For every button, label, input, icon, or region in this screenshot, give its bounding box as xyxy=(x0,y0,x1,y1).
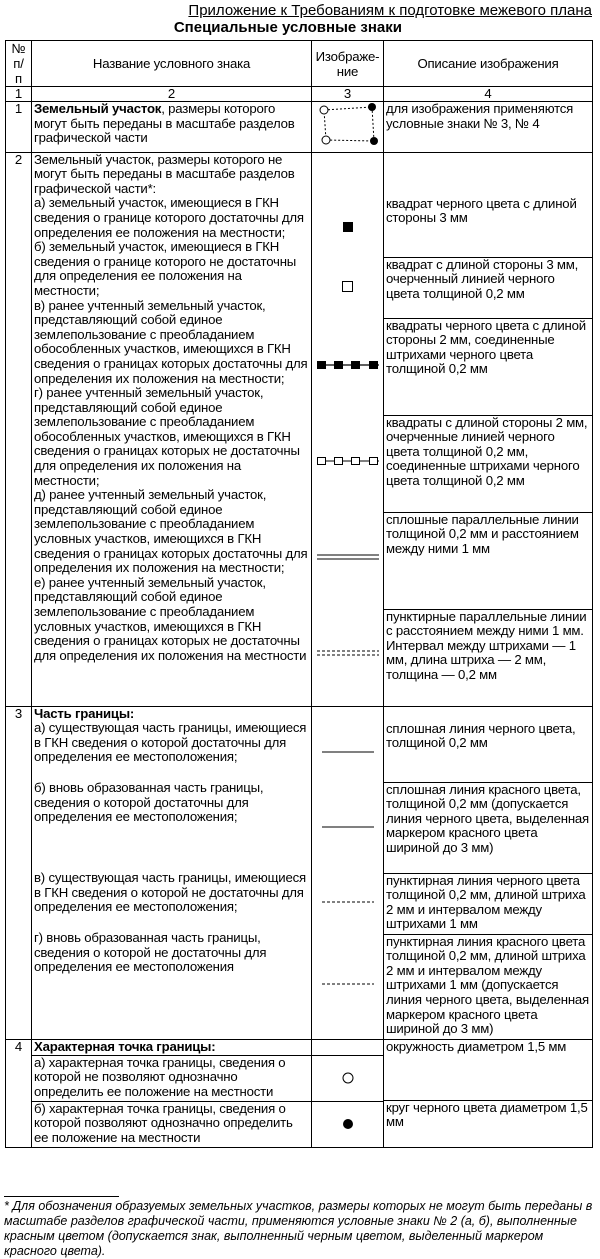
col-image-header: Изображе-ние xyxy=(312,41,384,87)
row-name-bold: Земельный участок xyxy=(34,101,162,116)
land-plot-symbol xyxy=(316,102,380,148)
row-number: 1 xyxy=(6,102,32,153)
desc-2e: сплошные параллельные линии толщиной 0,2 мм и расстоянием между ними 1 мм xyxy=(384,512,592,609)
row-intro: Земельный участок, размеры которого не могут быть переданы в масштабе разделов графической части*: xyxy=(34,151,295,196)
filled-circle-icon xyxy=(342,1118,354,1130)
solid-line-icon xyxy=(322,750,374,754)
dashed-red-line-icon xyxy=(322,982,374,986)
row-image xyxy=(312,102,384,153)
footnote-rule xyxy=(4,1196,119,1197)
row-name xyxy=(32,102,312,153)
colnum-4: 4 xyxy=(384,87,593,102)
row-number: 2 xyxy=(6,152,32,706)
header-appendix: Приложение к Требованиям к подготовке межевого плана xyxy=(188,2,592,19)
header-title: Специальные условные знаки xyxy=(173,19,402,36)
item-2d: г) ранее учтенный земельный участок, представляющий собой единое землепользование с преобладанием обособленных участков, имеющихся в ГКН сведения о границах которых не достаточны для определения их положения на местности; xyxy=(34,385,300,488)
row-number: 3 xyxy=(6,706,32,1039)
solid-red-line-icon xyxy=(322,825,374,829)
solid-double-line-icon xyxy=(317,553,379,561)
table-row xyxy=(6,152,593,706)
item-2e: д) ранее учтенный земельный участок, представляющий собой единое землепользование с преобладанием условных участков, имеющихся в ГКН сведения о границах которых достаточны для определения их положения на местности; xyxy=(34,487,308,576)
row-image xyxy=(312,706,384,1039)
table-header-row xyxy=(6,41,593,87)
item-3c: в) существующая часть границы, имеющиеся в ГКН сведения о которой не достаточны для определения ее местоположения; xyxy=(34,870,306,915)
open-circle-icon xyxy=(342,1072,354,1084)
item-4a: а) характерная точка границы, сведения о которой не позволяют однозначно определить ее положение на местности xyxy=(32,1056,311,1102)
row-description xyxy=(384,152,593,706)
desc-3a: сплошная линия черного цвета, толщиной 0,2 мм xyxy=(386,720,576,751)
desc-3c: пунктирная линия черного цвета толщиной 0,2 мм, длиной штриха 2 мм и интервалом между штрихами 1 мм xyxy=(384,873,592,934)
row-description xyxy=(384,706,593,1039)
row-description: для изображения применяются условные знаки № 3, № 4 xyxy=(384,102,593,153)
desc-2a: квадрат черного цвета с длиной стороны 3 мм xyxy=(386,195,577,226)
open-point-icon xyxy=(320,106,328,114)
dashed-line-icon xyxy=(322,900,374,904)
column-number-row xyxy=(6,87,593,102)
row-title: Часть границы: xyxy=(34,705,135,721)
item-2f: е) ранее учтенный земельный участок, представляющий собой единое землепользование с преобладанием условных участков, имеющихся в ГКН сведения о границах которых не достаточны для определения их положения на местности xyxy=(34,574,307,663)
item-2a: а) земельный участок, имеющиеся в ГКН сведения о границе которого достаточны для определения ее положения на местности; xyxy=(34,195,304,240)
colnum-3: 3 xyxy=(312,87,384,102)
symbols-table xyxy=(5,40,593,1148)
row-title: Характерная точка границы: xyxy=(34,1038,216,1054)
col-desc-header: Описание изображения xyxy=(384,41,593,87)
desc-2d: квадраты с длиной стороны 2 мм, очерченные линией черного цвета толщиной 0,2 мм, соединенные штрихами черного цвета толщиной 0,2 мм xyxy=(384,415,592,512)
col-name-header: Название условного знака xyxy=(32,41,312,87)
desc-2f: пунктирные параллельные линии с расстоянием между ними 1 мм. Интервал между штрихами — 1 мм, длина штриха — 2 мм, толщина — 0,2 мм xyxy=(384,609,592,706)
colnum-1: 1 xyxy=(6,87,32,102)
desc-2c: квадраты черного цвета с длиной стороны 2 мм, соединенные штрихами черного цвета толщиной 0,2 мм xyxy=(384,318,592,415)
col-num-header: № п/п xyxy=(6,41,32,87)
row-name-rest: , размеры которого могут быть переданы в масштабе разделов графической части xyxy=(34,101,295,146)
table-row xyxy=(6,102,593,153)
item-3b: б) вновь образованная часть границы, сведения о которой достаточны для определения ее местоположения; xyxy=(34,780,264,825)
desc-2b: квадрат с длиной стороны 3 мм, очерченный линией черного цвета толщиной 0,2 мм xyxy=(384,257,592,318)
row-description xyxy=(384,1039,593,1147)
desc-4a: окружность диаметром 1,5 мм xyxy=(386,1038,567,1054)
row-name xyxy=(32,152,312,706)
open-square-icon xyxy=(342,281,353,292)
footnote xyxy=(4,1196,594,1259)
item-3a: а) существующая часть границы, имеющиеся в ГКН сведения о которой достаточны для определения ее местоположения; xyxy=(34,720,307,765)
desc-3b: сплошная линия красного цвета, толщиной 0,2 мм (допускается линия черного цвета, выделенная маркером красного цвета шириной до 3 мм) xyxy=(384,782,592,873)
table-row xyxy=(6,1039,593,1147)
filled-point-icon xyxy=(368,103,376,111)
row-number: 4 xyxy=(6,1039,32,1147)
row-name xyxy=(32,1039,312,1147)
item-2b: б) земельный участок, имеющиеся в ГКН сведения о границе которого не достаточны для определения ее положения на местности; xyxy=(34,239,297,298)
row-image xyxy=(312,1039,384,1147)
table-row xyxy=(6,706,593,1039)
filled-square-icon xyxy=(343,222,353,232)
footnote-text: * Для обозначения образуемых земельных участков, размеры которых не могут быть переданы в масштабе разделов графической части, применяются условные знаки № 2 (а, б), выполненные красным цветом (допускается знак, выполненный черным цветом, выделенный маркером красного цвета). xyxy=(4,1199,593,1258)
item-2c: в) ранее учтенный земельный участок, представляющий собой единое землепользование с преобладанием обособленных участков, имеющихся в ГКН сведения о границах которых достаточны для определения их положения на местности; xyxy=(34,297,308,386)
open-squares-chain-icon xyxy=(317,455,379,467)
item-4b: б) характерная точка границы, сведения о которой позволяют однозначно определить ее положение на местности xyxy=(34,1100,293,1145)
row-image xyxy=(312,152,384,706)
open-point-icon xyxy=(322,136,330,144)
page-header xyxy=(0,2,592,36)
filled-squares-chain-icon xyxy=(317,359,379,371)
desc-3d: пунктирная линия красного цвета толщиной 0,2 мм, длиной штриха 2 мм и интервалом между штрихами 1 мм (допускается линия черного цвета, выделенная маркером красного цвета шириной до 3 мм) xyxy=(384,934,592,1039)
dashed-double-line-icon xyxy=(317,649,379,657)
colnum-2: 2 xyxy=(32,87,312,102)
row-name xyxy=(32,706,312,1039)
item-3d: г) вновь образованная часть границы, сведения о которой не достаточны для определения ее местоположения xyxy=(34,930,267,975)
filled-point-icon xyxy=(370,137,378,145)
desc-4b: круг черного цвета диаметром 1,5 мм xyxy=(386,1099,588,1130)
